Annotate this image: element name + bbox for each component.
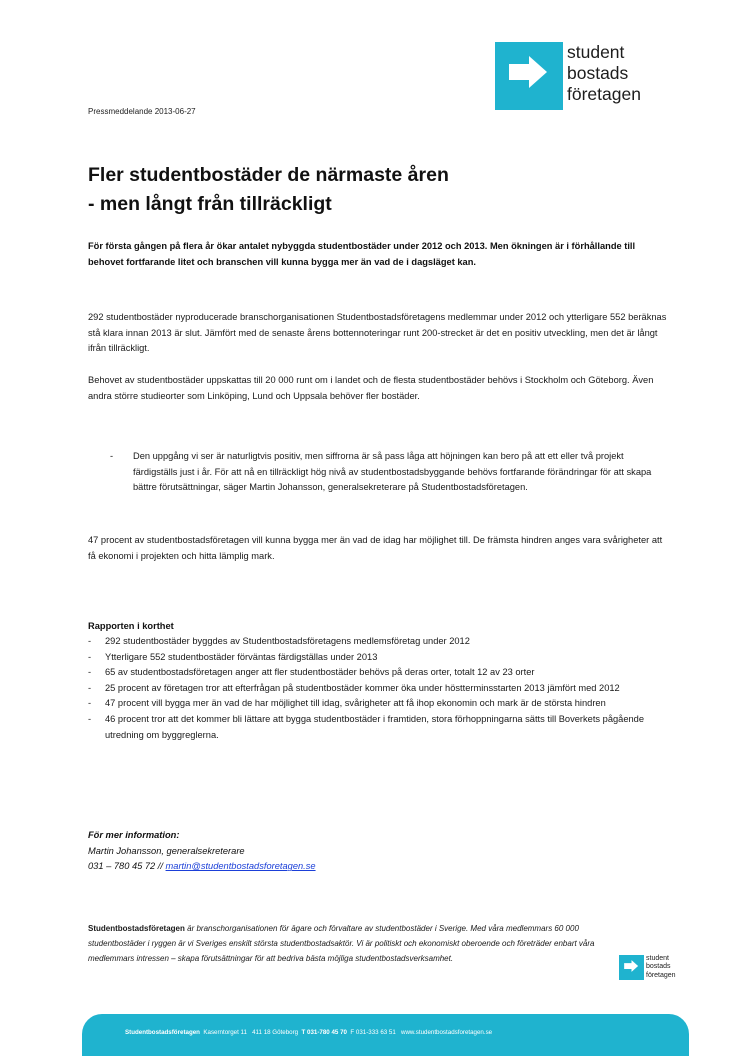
logo-arrow-icon [495, 42, 563, 110]
footer-phone: T 031-780 45 70 [301, 1029, 347, 1036]
about-paragraph [88, 922, 633, 966]
logo-line-1: student [646, 955, 669, 962]
quote-text: Den uppgång vi ser är naturligtvis positiv, men siffrorna är så pass låga att höjningen kan bero på att ett eller två projekt färdigställs just i år. För att nå en tillräckligt hög nivå av studentbostadsbyggande behövs fortfarande förändringar för att skapa bättre förutsättningar, säger Martin Johansson, generalsekreterare på Studentbostadsföretagen. [133, 451, 652, 493]
contact-block [88, 828, 668, 875]
logo-line-3: företagen [567, 84, 641, 104]
list-item: - 46 procent tror att det kommer bli lättare att bygga studentbostäder i framtiden, stora förhoppningarna sätts till Boverkets pågående utredning om byggreglerna. [88, 713, 645, 740]
about-text: är branschorganisationen för ägare och förvaltare av studentbostäder i Sverige. Med våra medlemmars 60 000 studentbostäder i ryggen är vi Sveriges enskilt största studentbostadsaktör. Vi är politiskt och ekonomiskt oberoende och företräder enbart våra medlemmars intressen – skapa förutsättningar för att bedriva bästa möjliga studentbostadsverksamhet. [88, 924, 595, 963]
list-item: - Ytterligare 552 studentbostäder förväntas färdigställas under 2013 [88, 651, 378, 662]
summary-heading: Rapporten i korthet [88, 621, 174, 631]
contact-heading: För mer information: [88, 830, 180, 840]
body-paragraph-2: Behovet av studentbostäder uppskattas till 20 000 runt om i landet och de flesta studentbostäder behövs i Stockholm och Göteborg. Även andra större studieorter som Linköping, Lund och Uppsala behöver fler bostäder. [88, 375, 654, 401]
logo-wordmark-small [646, 955, 676, 980]
footer-org: Studentbostadsföretagen [125, 1029, 200, 1036]
about-org: Studentbostadsföretagen [88, 924, 185, 933]
title-line-2: - men långt från tillräckligt [88, 193, 332, 215]
list-item: - 47 procent vill bygga mer än vad de har möjlighet till idag, svårigheter att få ihop ekonomin och mark är de största hindren [88, 698, 606, 709]
logo-line-3: företagen [646, 971, 676, 979]
company-logo-small [619, 955, 676, 980]
quote-dash: - [110, 451, 114, 461]
footer-address: Kaserntorget 11 411 18 Göteborg [199, 1029, 302, 1036]
lead-paragraph: För första gången på flera år ökar antalet nybyggda studentbostäder under 2012 och 2013. Men ökningen är i förhållande till behovet fortfarande litet och branschen vill kunna bygga mer än vad de i dagsläget kan. [88, 241, 636, 267]
body-paragraph-4: 47 procent av studentbostadsföretagen vill kunna bygga mer än vad de idag har möjlighet till. De främsta hindren anges vara svårigheter att få ekonomi i projekten och hitta lämplig mark. [88, 535, 663, 561]
quote-block [110, 449, 666, 496]
footer-text [125, 1029, 492, 1036]
page-title [88, 161, 668, 219]
contact-name: Martin Johansson, generalsekreterare [88, 845, 245, 856]
company-logo [495, 42, 641, 110]
list-item: - 25 procent av företagen tror att efterfrågan på studentbostäder kommer öka under höstterminsstarten 2013 jämfört med 2012 [88, 682, 620, 693]
logo-wordmark [567, 42, 641, 105]
list-item: - 65 av studentbostadsföretagen anger att fler studentbostäder behövs på deras orter, totalt 12 av 23 orter [88, 667, 535, 678]
logo-line-2: bostads [646, 963, 671, 971]
logo-line-2: bostads [567, 63, 629, 83]
logo-line-1: student [567, 42, 625, 62]
contact-line [88, 859, 668, 875]
contact-phone: 031 – 780 45 72 // [88, 861, 166, 872]
body-paragraph-1: 292 studentbostäder nyproducerade branschorganisationen Studentbostadsföretagens medlemmar under 2012 och ytterligare 552 beräknas stå klara innan 2013 är slut. Jämfört med de senaste årens bottennoteringar runt 200-strecket är det en positiv utveckling, men det är långt ifrån tillräckligt. [88, 312, 667, 354]
list-item: - 292 studentbostäder byggdes av Studentbostadsföretagens medlemsföretag under 2012 [88, 636, 470, 646]
title-line-1: Fler studentbostäder de närmaste åren [88, 164, 449, 186]
footer-rest: F 031-333 63 51 www.studentbostadsforetagen.se [346, 1029, 493, 1036]
logo-arrow-icon [619, 955, 644, 980]
dateline: Pressmeddelande 2013-06-27 [88, 107, 196, 116]
summary-list [88, 634, 668, 743]
contact-email-link[interactable]: martin@studentbostadsforetagen.se [165, 861, 316, 872]
